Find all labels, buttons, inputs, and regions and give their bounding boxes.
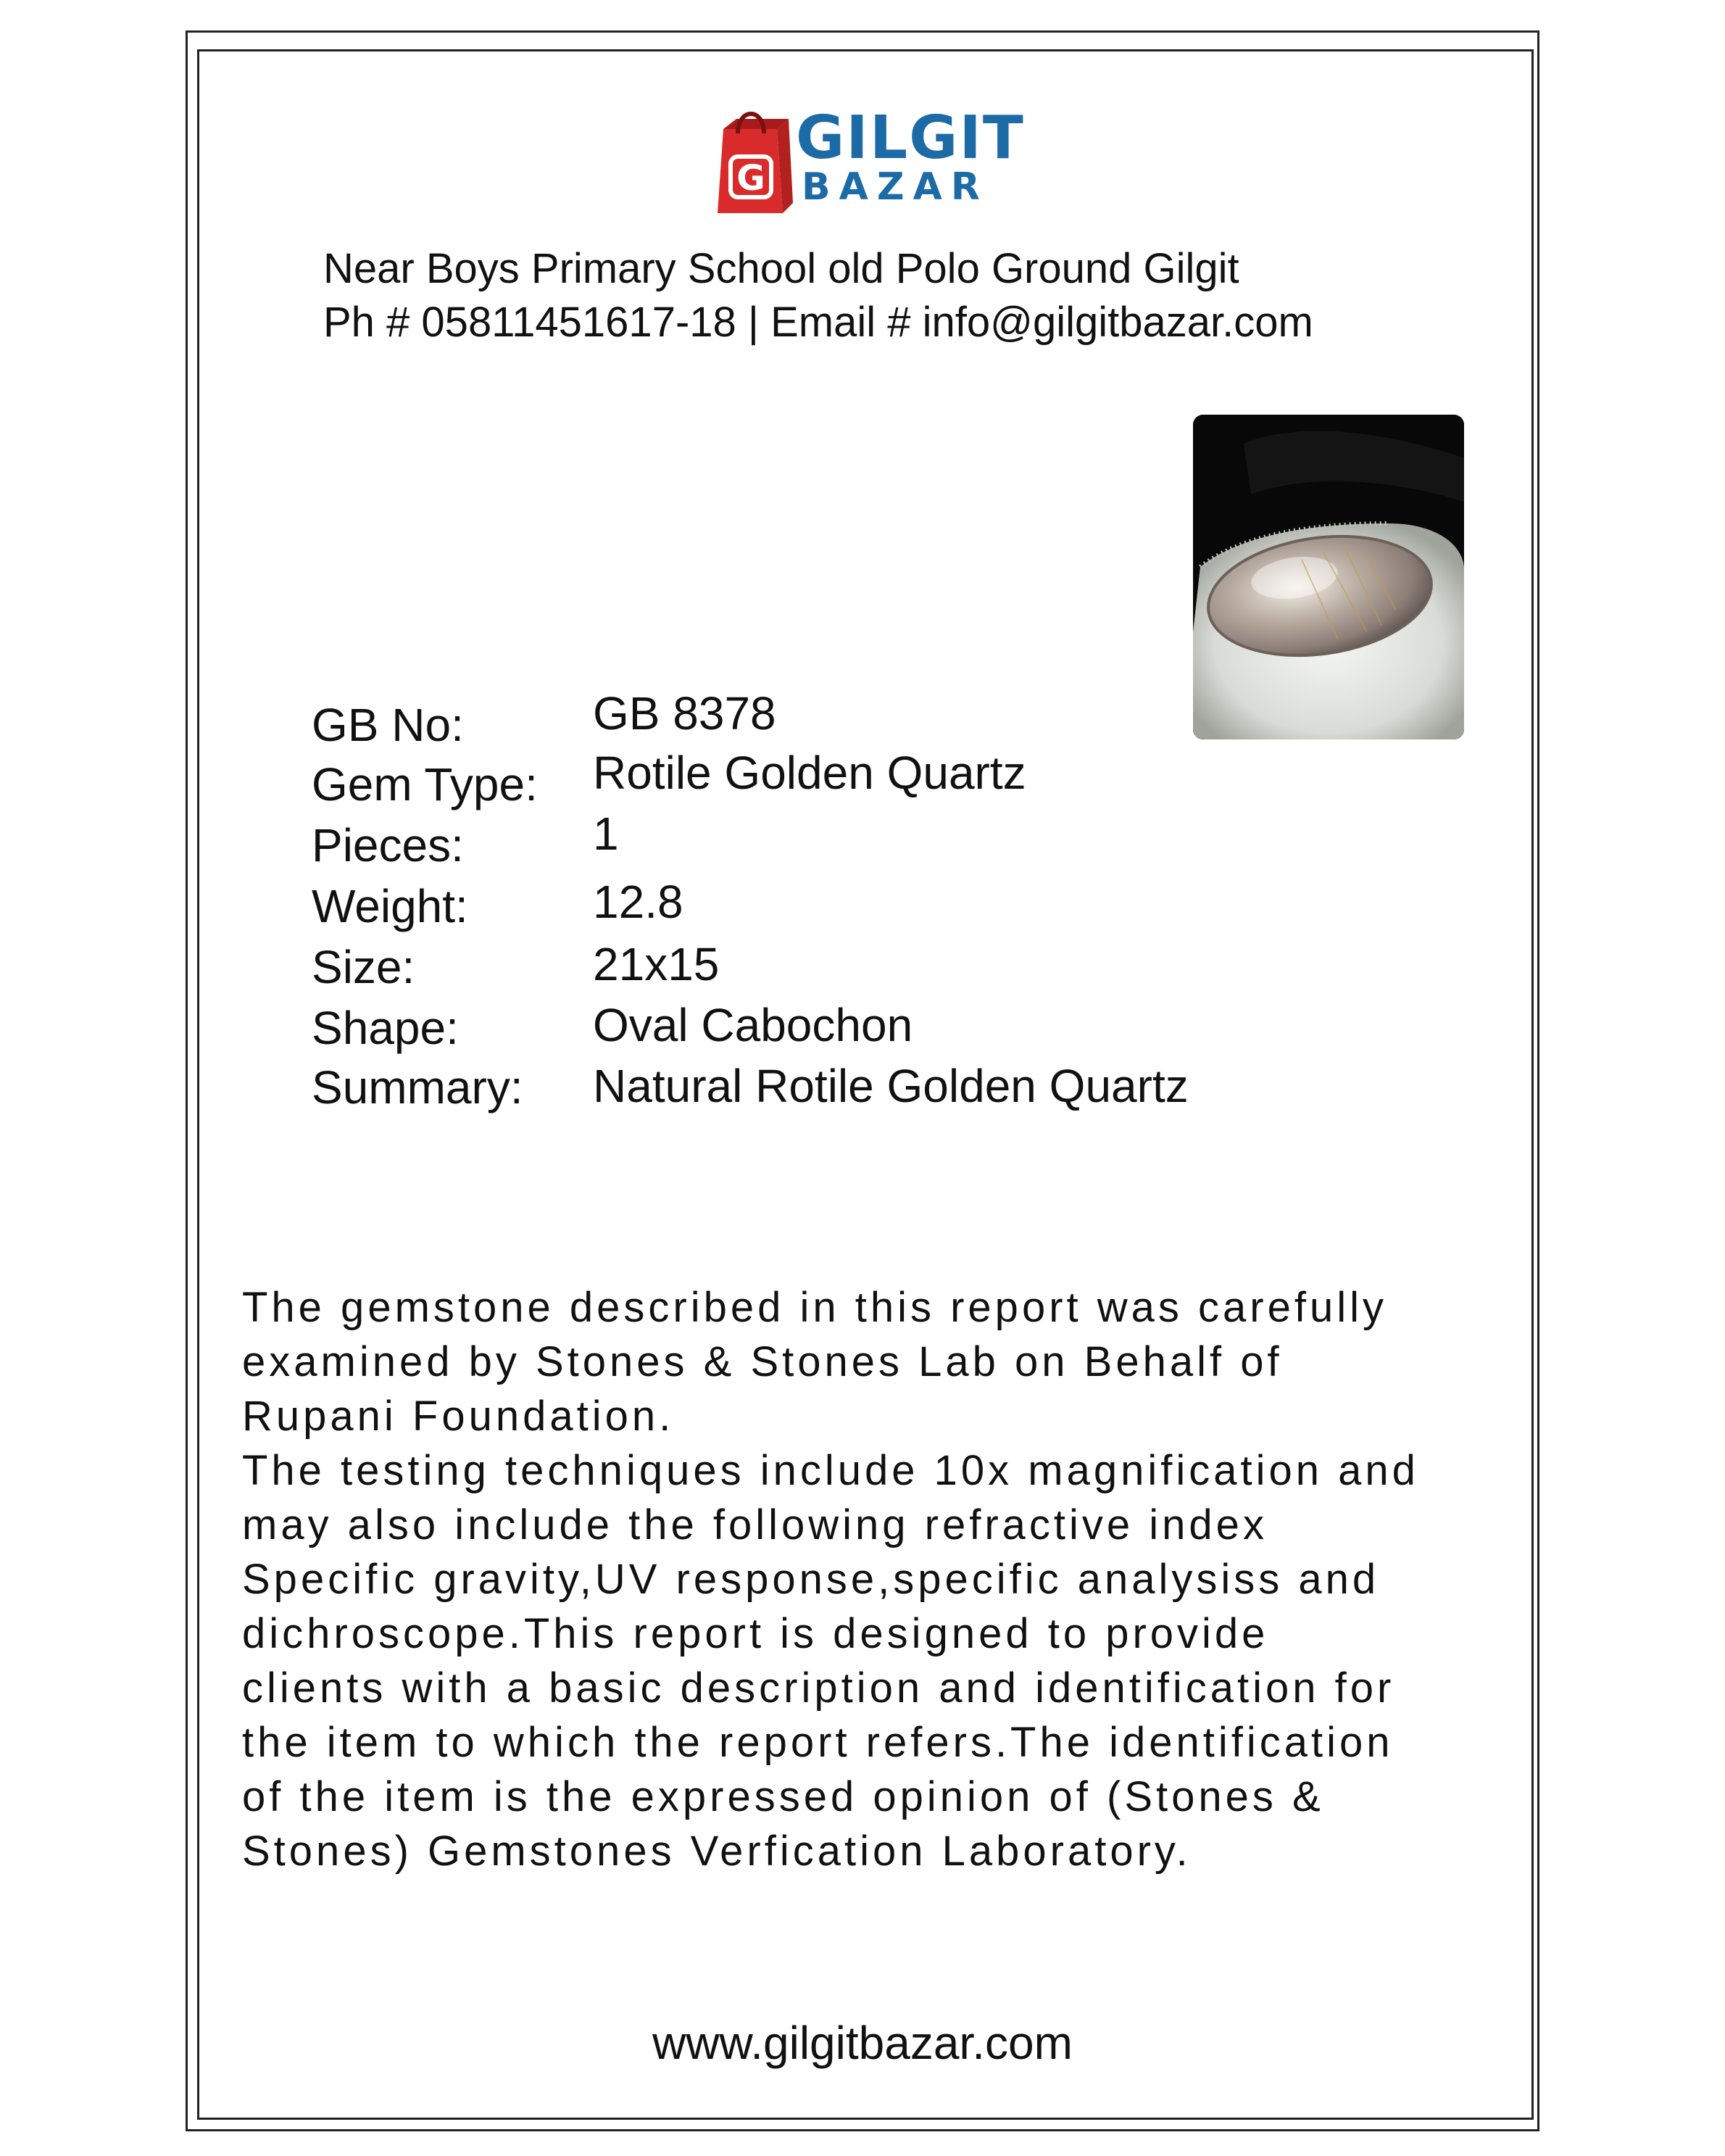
contact-line: Ph # 05811451617-18 | Email # info@gilgitbazar.com [323,299,1313,346]
gem-type-value: Rotile Golden Quartz [593,747,1026,799]
gb-no-label: GB No: [312,699,464,751]
logo-text-bazar: BAZAR [802,165,989,209]
shape-value: Oval Cabochon [593,999,913,1051]
summary-value: Natural Rotile Golden Quartz [593,1060,1189,1112]
weight-label: Weight: [312,880,468,932]
summary-label: Summary: [312,1061,523,1114]
address-line: Near Boys Primary School old Polo Ground Gilgit [323,245,1239,292]
logo-bag-letter: G [736,158,765,199]
gem-type-label: Gem Type: [312,758,538,810]
website-footer: www.gilgitbazar.com [652,2017,1073,2069]
weight-value: 12.8 [593,876,683,928]
pieces-label: Pieces: [312,819,464,871]
size-value: 21x15 [593,938,720,990]
pieces-value: 1 [593,808,619,860]
gem-photo [1193,415,1464,739]
oval-cabochon-gem-photo-icon [1193,415,1464,739]
disclaimer-text: The gemstone described in this report was carefully examined by Stones & Stones Lab on Behalf of Rupani Foundation. The testing techniques include 10x magnification and may also include the following refractive index Specific gravity,UV response,specific analysiss and dichroscope.This report is designed to provide clients with a basic description and identification for the item to which the report refers.The identification of the item is the expressed opinion of (Stones & Stones) Gemstones Verfication Laboratory. [242,1284,1419,1875]
logo-text-gilgit: GILGIT [796,104,1025,173]
shape-label: Shape: [312,1002,459,1054]
gb-no-value: GB 8378 [593,687,776,739]
size-label: Size: [312,941,415,993]
